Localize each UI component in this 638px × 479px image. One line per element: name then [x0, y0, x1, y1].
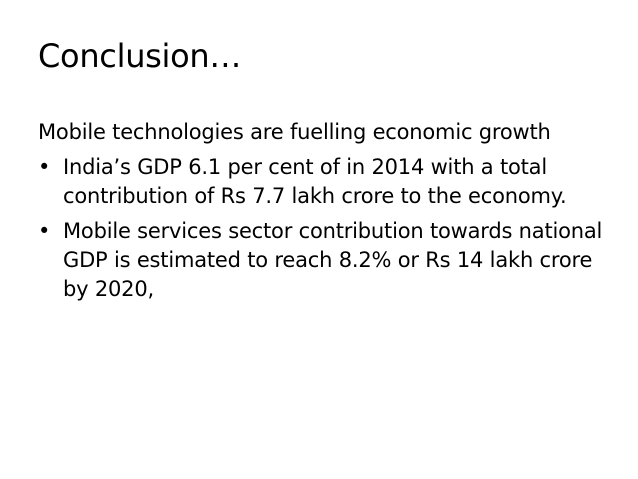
bullet-dot-icon: •	[38, 219, 51, 243]
slide-body	[38, 118, 618, 310]
bullet-text: Mobile services sector contribution towards national GDP is estimated to reach 8.2% or Rs 14 lakh crore by 2020,	[63, 219, 603, 301]
intro-text: Mobile technologies are fuelling economic growth	[38, 120, 551, 144]
slide-title: Conclusion…	[38, 37, 242, 75]
bullet-text: India’s GDP 6.1 per cent of in 2014 with a total contribution of Rs 7.7 lakh crore to the economy.	[63, 155, 567, 208]
bullet-item	[38, 153, 618, 211]
bullet-item	[38, 217, 618, 304]
bullet-list	[38, 153, 618, 304]
bullet-dot-icon: •	[38, 155, 51, 179]
